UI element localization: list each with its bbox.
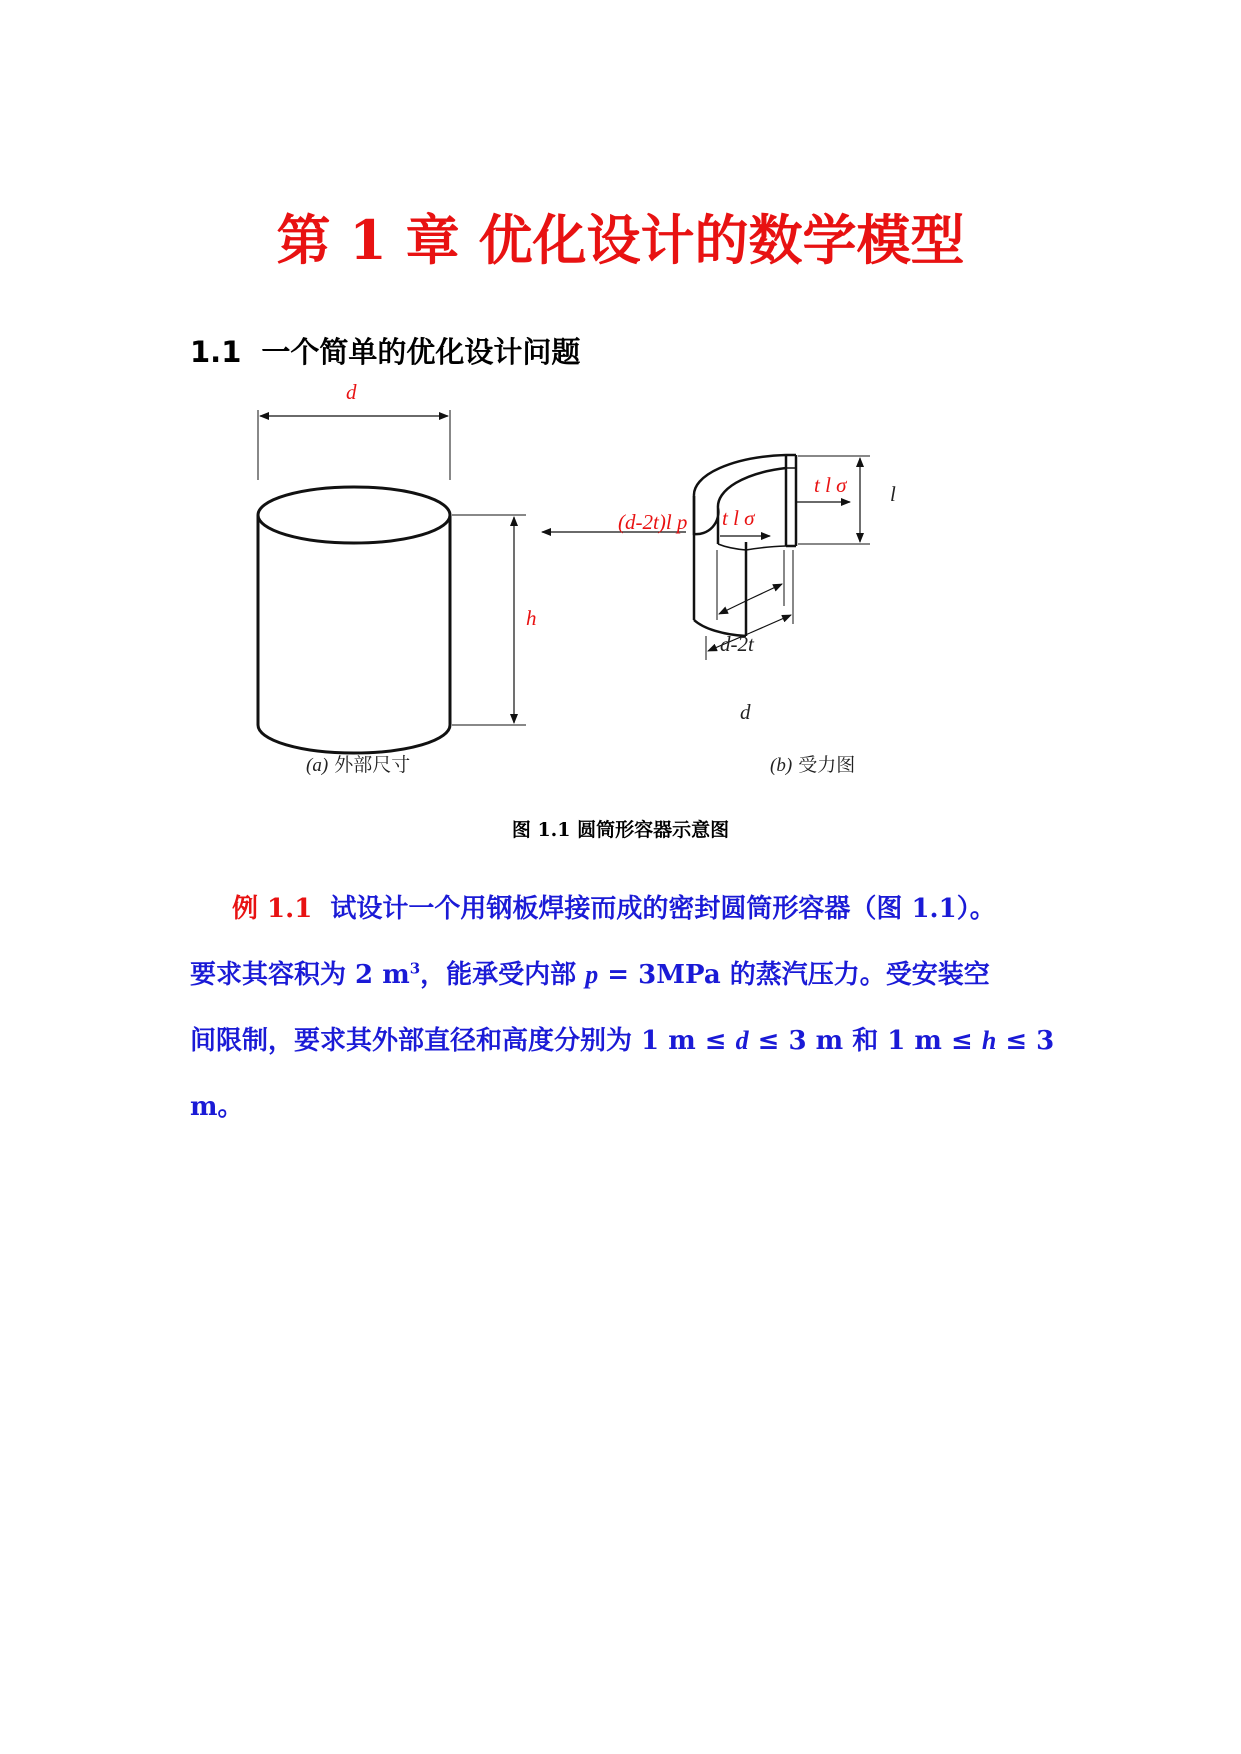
line3-part-b: ≤ 3 m 和 1 m ≤ bbox=[748, 1026, 982, 1056]
example-line-4: m。 bbox=[190, 1092, 244, 1122]
figure-caption: 图 1.1 圆筒形容器示意图 bbox=[511, 819, 730, 841]
line3-part-c: ≤ 3 bbox=[996, 1026, 1055, 1056]
line3-d: d bbox=[735, 1026, 749, 1055]
example-line-1 bbox=[232, 888, 996, 925]
label-d-2t: d-2t bbox=[720, 632, 754, 656]
line2-sup: 3 bbox=[409, 959, 421, 978]
figure-container bbox=[230, 380, 1050, 790]
label-force-left: (d-2t)l p bbox=[618, 510, 688, 534]
section-heading bbox=[190, 332, 580, 372]
label-a-h: h bbox=[526, 606, 537, 630]
line2-part-a: 要求其容积为 2 m bbox=[190, 960, 410, 990]
line3-h: h bbox=[981, 1026, 997, 1055]
example-line1-text: 试设计一个用钢板焊接而成的密封圆筒形容器（图 1.1）。 bbox=[330, 894, 996, 924]
label-l: l bbox=[890, 482, 896, 506]
label-a-d: d bbox=[346, 380, 357, 404]
label-tls-inner: t l σ bbox=[722, 506, 755, 530]
line2-part-b: ，能承受内部 bbox=[420, 960, 586, 990]
example-line-3 bbox=[190, 1020, 1054, 1057]
label-tls-right: t l σ bbox=[814, 473, 847, 497]
line2-p: p bbox=[585, 960, 599, 989]
subcaption-b-letter: (b) bbox=[770, 755, 793, 776]
example-label: 例 1.1 bbox=[232, 894, 313, 924]
subcaption-b-text: 受力图 bbox=[798, 754, 856, 776]
example-line-2 bbox=[190, 954, 990, 991]
section-title: 一个简单的优化设计问题 bbox=[261, 335, 581, 369]
line3-part-a: 间限制，要求其外部直径和高度分别为 1 m ≤ bbox=[190, 1026, 736, 1056]
chapter-title: 第 1 章 优化设计的数学模型 bbox=[276, 208, 965, 272]
subcaption-b bbox=[770, 750, 855, 777]
subcaption-a-text: 外部尺寸 bbox=[334, 754, 411, 776]
cylinder-diagram bbox=[230, 410, 1050, 790]
line2-part-c: = 3MPa 的蒸汽压力。受安装空 bbox=[598, 960, 990, 990]
subcaption-a bbox=[306, 750, 410, 777]
label-b-d: d bbox=[740, 700, 751, 724]
section-number: 1.1 bbox=[190, 335, 242, 369]
subcaption-a-letter: (a) bbox=[306, 755, 329, 776]
cylinder-a bbox=[258, 410, 526, 753]
